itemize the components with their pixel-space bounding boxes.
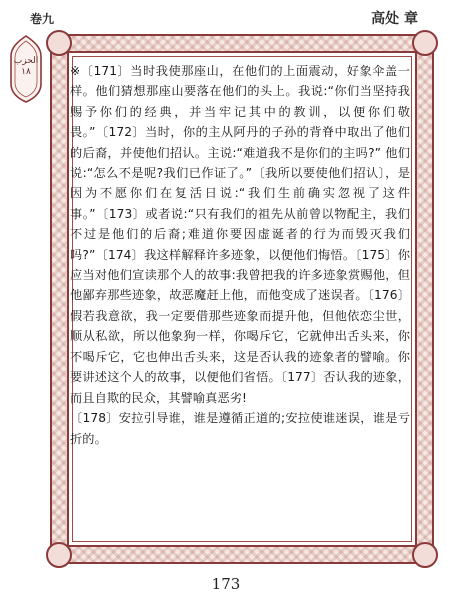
paragraph: ※〔171〕当时我使那座山，在他们的上面震动，好象伞盖一样。他们猜想那座山要落在他们的头上。我说:“你们当坚持我赐予你们的经典，并当牢记其中的教训，以便你们敬畏。”〔172〕当时，你的主从阿丹的子孙的背脊中取出了他们的后裔，并使他们招认。主说:“难道我不是你们的主吗?” 他们说:“怎么不是呢?我们已作证了。”〔我所以要使他们招认〕，是因为不愿你们在复活日说:“我们生前确实忽视了这件事。”〔173〕或者说:“只有我们的祖先从前曾以物配主，我们不过是他们的后裔;难道你要因虚诞者的行为而毁灭我们吗?”〔174〕我这样解释许多迹象，以便他们悔悟。〔175〕你应当对他们宣读那个人的故事:我曾把我的许多迹象赏赐他，但他鄙弃那些迹象，故恶魔赶上他，而他变成了迷误者。〔176〕假若我意欲，我一定要借那些迹象而提升他，但他依恋尘世，顺从私欲，所以他象狗一样，你喝斥它，它就伸出舌头来，你不喝斥它，它也伸出舌头来，这是否认我的迹象者的譬喻。你要讲述这个人的故事，以便他们省悟。〔177〕否认我的迹象，而且自欺的民众，其譬喻真恶劣!	[70, 64, 410, 405]
juz-marker-number: ١٨	[21, 67, 31, 77]
paragraph: 〔178〕安拉引导谁，谁是遵循正道的;安拉使谁迷误，谁是亏折的。	[70, 411, 410, 446]
juz-marker-label: الحزب	[13, 56, 39, 66]
page-number: 173	[211, 575, 241, 593]
juz-marker	[7, 34, 45, 104]
volume-label: 卷九	[30, 12, 55, 26]
scripture-text	[70, 61, 410, 449]
chapter-title: 高处 章	[371, 11, 418, 27]
